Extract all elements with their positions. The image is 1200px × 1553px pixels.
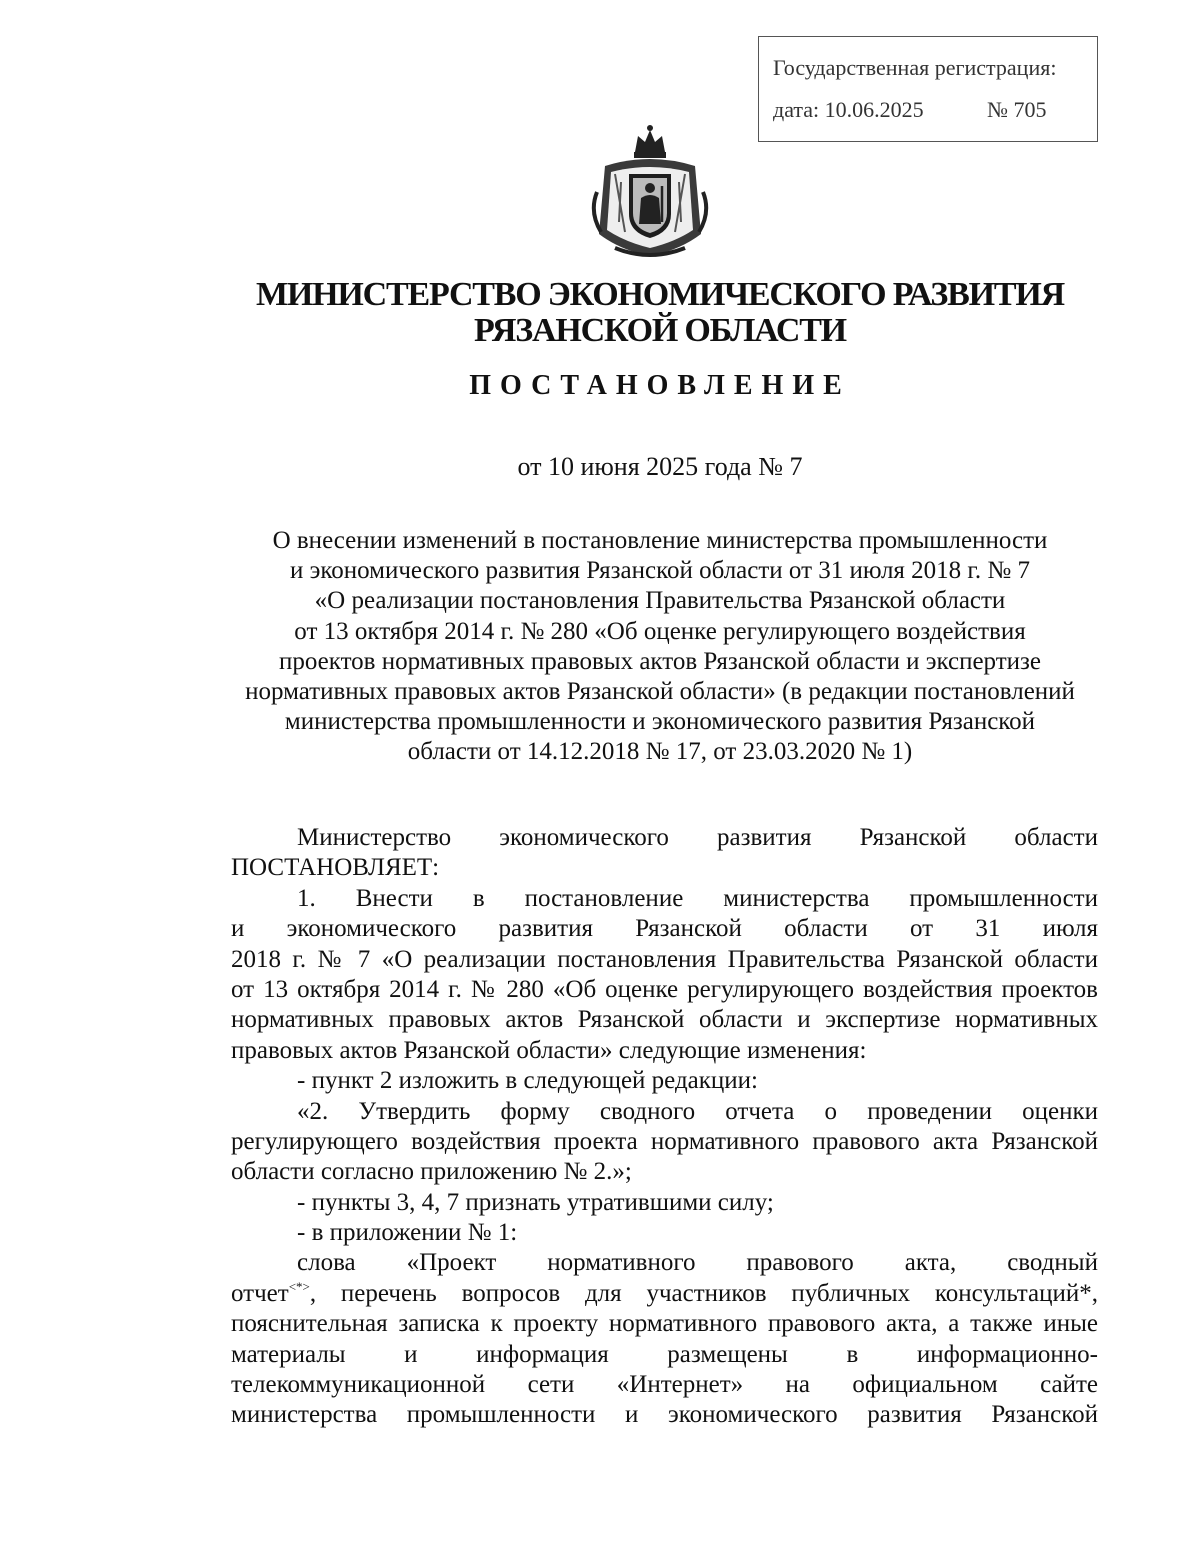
body-fragment: , перечень вопросов для участников публичных консультаций*, xyxy=(309,1279,1098,1307)
body-fragment: отчет xyxy=(231,1279,289,1307)
subject-line: от 13 октября 2014 г. № 280 «Об оценке регулирующего воздействия xyxy=(294,617,1026,645)
ministry-name-line2: РЯЗАНСКОЙ ОБЛАСТИ xyxy=(474,312,846,349)
body-line: «2. Утвердить форму сводного отчета о проведении оценки xyxy=(297,1097,1098,1125)
registration-title: Государственная регистрация: xyxy=(773,55,1057,80)
body-line: и экономического развития Рязанской области от 31 июля xyxy=(231,915,1098,943)
registration-number: № 705 xyxy=(987,97,1047,122)
subject-line: «О реализации постановления Правительства Рязанской области xyxy=(314,587,1006,615)
body-line: - в приложении № 1: xyxy=(297,1219,518,1247)
body-line: регулирующего воздействия проекта нормативного правового акта Рязанской xyxy=(231,1127,1098,1155)
body-line: телекоммуникационной сети «Интернет» на официальном сайте xyxy=(231,1371,1098,1399)
body-line: 1. Внести в постановление министерства промышленности xyxy=(297,884,1098,912)
subject-line: и экономического развития Рязанской области от 31 июля 2018 г. № 7 xyxy=(290,557,1030,585)
body-line: ПОСТАНОВЛЯЕТ: xyxy=(231,854,440,882)
body-line: материалы и информация размещены в информационно- xyxy=(231,1340,1098,1368)
body-line: нормативных правовых актов Рязанской области и экспертизе нормативных xyxy=(231,1006,1098,1034)
body-line: Министерство экономического развития Рязанской области xyxy=(297,824,1098,851)
decree-date: от 10 июня 2025 года № 7 xyxy=(517,452,803,481)
footnote-mark: <*> xyxy=(288,1278,310,1294)
decree-body xyxy=(231,823,1098,1431)
crown-icon xyxy=(634,125,666,158)
decree-subject xyxy=(200,526,1120,768)
subject-line: проектов нормативных правовых актов Рязанской области и экспертизе xyxy=(278,647,1042,675)
body-line: пояснительная записка к проекту нормативного правового акта, а также иные xyxy=(231,1310,1098,1338)
body-line: от 13 октября 2014 г. № 280 «Об оценке регулирующего воздействия проектов xyxy=(231,975,1098,1003)
body-line: - пункт 2 изложить в следующей редакции: xyxy=(297,1067,758,1095)
registration-date: дата: 10.06.2025 xyxy=(773,97,924,122)
body-line: 2018 г. № 7 «О реализации постановления Правительства Рязанской области xyxy=(231,945,1098,973)
body-line xyxy=(231,1279,1098,1309)
body-line: области согласно приложению № 2.»; xyxy=(231,1158,632,1186)
subject-line: области от 14.12.2018 № 17, от 23.03.2020 № 1) xyxy=(407,738,913,766)
subject-line: нормативных правовых актов Рязанской области» (в редакции постановлений xyxy=(245,678,1075,706)
body-line: - пункты 3, 4, 7 признать утратившими силу; xyxy=(297,1188,774,1216)
body-line: министерства промышленности и экономического развития Рязанской xyxy=(231,1401,1098,1429)
subject-line: О внесении изменений в постановление министерства промышленности xyxy=(272,527,1048,554)
body-line: слова «Проект нормативного правового акта, сводный xyxy=(297,1249,1098,1277)
ryazan-coat-of-arms-icon xyxy=(585,122,715,262)
body-line: правовых актов Рязанской области» следующие изменения: xyxy=(231,1036,867,1064)
subject-line: министерства промышленности и экономического развития Рязанской xyxy=(284,708,1036,736)
ministry-name-line1: МИНИСТЕРСТВО ЭКОНОМИЧЕСКОГО РАЗВИТИЯ xyxy=(256,276,1064,313)
registration-stamp xyxy=(758,36,1098,142)
decree-title: ПОСТАНОВЛЕНИЕ xyxy=(469,370,851,401)
